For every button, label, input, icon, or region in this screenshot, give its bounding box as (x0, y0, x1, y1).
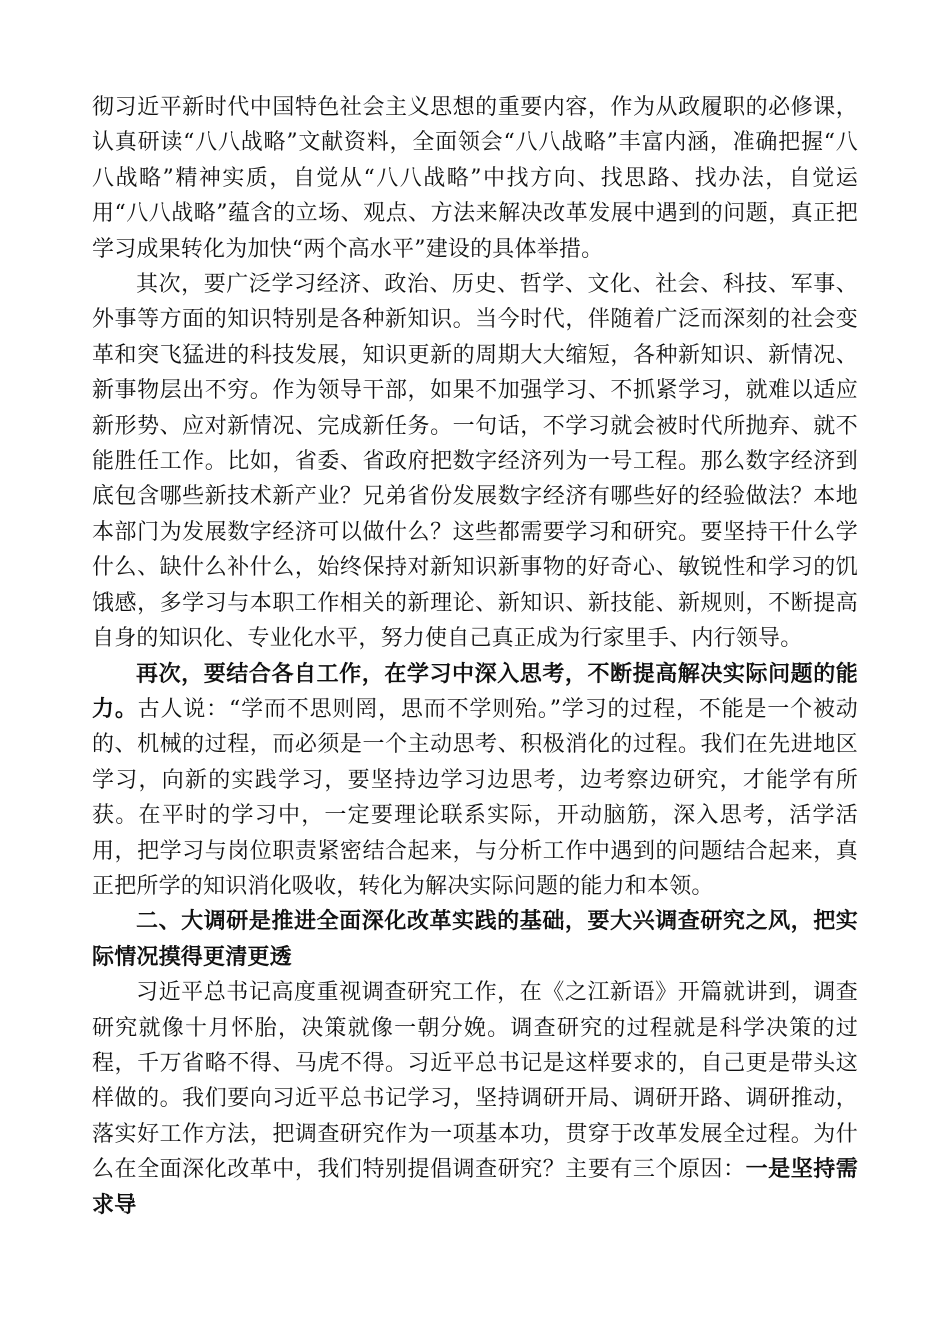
paragraph-trailing-bold: 一是坚持需求导 (92, 1156, 858, 1218)
paragraph-lead-bold: 再次，要结合各自工作，在学习中深入思考，不断提高解决实际问题的能力。 (92, 660, 858, 722)
paragraph-continuation (92, 90, 858, 267)
document-page (92, 90, 858, 1223)
section-heading-text: 二、大调研是推进全面深化改革实践的基础，要大兴调查研究之风，把实际情况摸得更清更透 (92, 908, 858, 970)
paragraph-text: 彻习近平新时代中国特色社会主义思想的重要内容，作为从政履职的必修课，认真研读“八八战略”文献资料，全面领会“八八战略”丰富内涵，准确把握“八八战略”精神实质，自觉从“八八战略”中找方向、找思路、找办法，自觉运用“八八战略”蕴含的立场、观点、方法来解决改革发展中遇到的问题，真正把学习成果转化为加快“两个高水平”建设的具体举措。 (92, 95, 858, 262)
paragraph-thinking (92, 657, 858, 905)
paragraph-text: 其次，要广泛学习经济、政治、历史、哲学、文化、社会、科技、军事、外事等方面的知识特别是各种新知识。当今时代，伴随着广泛而深刻的社会变革和突飞猛进的科技发展，知识更新的周期大大缩短，各种新知识、新情况、新事物层出不穷。作为领导干部，如果不加强学习、不抓紧学习，就难以适应新形势、应对新情况、完成新任务。一句话，不学习就会被时代所抛弃、就不能胜任工作。比如，省委、省政府把数字经济列为一号工程。那么数字经济到底包含哪些新技术新产业？兄弟省份发展数字经济有哪些好的经验做法？本地本部门为发展数字经济可以做什么？这些都需要学习和研究。要坚持干什么学什么、缺什么补什么，始终保持对新知识新事物的好奇心、敏锐性和学习的饥饿感，多学习与本职工作相关的新理论、新知识、新技能、新规则，不断提高自身的知识化、专业化水平，努力使自己真正成为行家里手、内行领导。 (92, 272, 858, 652)
paragraph-knowledge (92, 267, 858, 656)
paragraph-text: 古人说：“学而不思则罔，思而不学则殆。”学习的过程，不能是一个被动的、机械的过程，而必须是一个主动思考、积极消化的过程。我们在先进地区学习，向新的实践学习，要坚持边学习边思考，边考察边研究，才能学有所获。在平时的学习中，一定要理论联系实际，开动脑筋，深入思考，活学活用，把学习与岗位职责紧密结合起来，与分析工作中遇到的问题结合起来，真正把所学的知识消化吸收，转化为解决实际问题的能力和本领。 (92, 696, 858, 899)
paragraph-text: 习近平总书记高度重视调查研究工作，在《之江新语》开篇就讲到，调查研究就像十月怀胎，决策就像一朝分娩。调查研究的过程就是科学决策的过程，千万省略不得、马虎不得。习近平总书记是这样要求的，自己更是带头这样做的。我们要向习近平总书记学习，坚持调研开局、调研开路、调研推动，落实好工作方法，把调查研究作为一项基本功，贯穿于改革发展全过程。为什么在全面深化改革中，我们特别提倡调查研究？主要有三个原因： (92, 980, 858, 1183)
paragraph-research (92, 975, 858, 1223)
section-heading (92, 904, 858, 975)
